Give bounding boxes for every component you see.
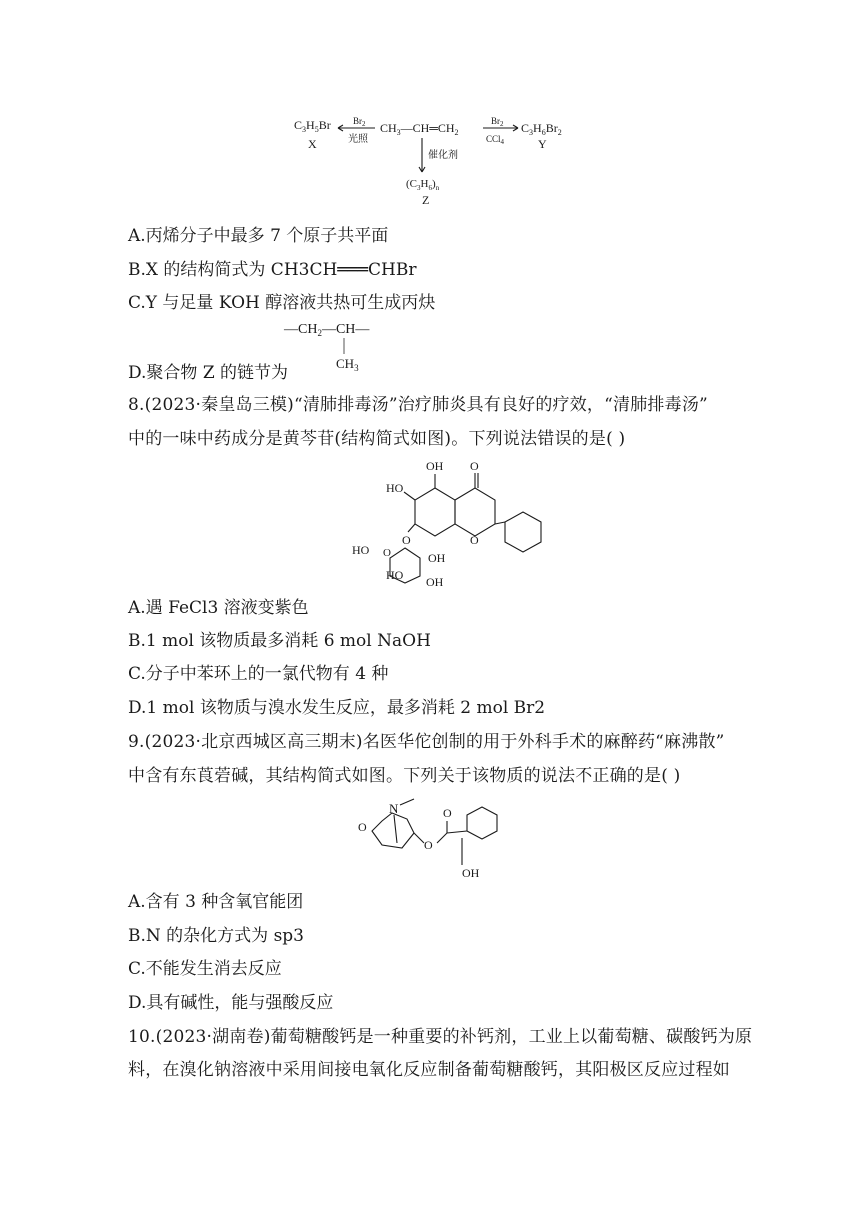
- q7-option-a: A.丙烯分子中最多 7 个原子共平面: [128, 226, 389, 246]
- br2-left-label: $Br_2$: [353, 116, 366, 128]
- svg-text:O: O: [402, 533, 411, 547]
- svg-text:HO: HO: [386, 481, 404, 495]
- svg-text:O: O: [443, 806, 452, 820]
- svg-text:HO: HO: [386, 568, 404, 582]
- catalyst-label: 催化剂: [428, 150, 458, 161]
- z-label: Z: [422, 193, 430, 207]
- x-formula: $C_3H_5Br$: [294, 118, 331, 134]
- svg-text:N: N: [389, 801, 399, 816]
- q9-option-a: A.含有 3 种含氧官能团: [128, 892, 304, 912]
- light-label: 光照: [348, 134, 368, 145]
- svg-text:O: O: [470, 459, 479, 473]
- polymer-repeat-unit: [282, 318, 402, 378]
- q9-option-d: D.具有碱性，能与强酸反应: [128, 993, 334, 1013]
- scopolamine-structure: [352, 793, 512, 888]
- svg-text:OH: OH: [426, 459, 444, 473]
- q10-line1: 10.(2023·湖南卷)葡萄糖酸钙是一种重要的补钙剂，工业上以葡萄糖、碳酸钙为原: [128, 1027, 753, 1047]
- svg-text:O: O: [358, 820, 367, 834]
- q10-line2: 料，在溴化钠溶液中采用间接电氧化反应制备葡萄糖酸钙，其阳极区反应过程如: [128, 1060, 730, 1080]
- q9-stem-line2: 中含有东莨菪碱，其结构简式如图。下列关于该物质的说法不正确的是( ): [128, 766, 681, 786]
- propene-formula: $CH_3—CH═CH_2$: [380, 121, 459, 137]
- br2-right-label: $Br_2$: [491, 116, 504, 128]
- svg-text:OH: OH: [428, 551, 446, 565]
- svg-text:CH3: $CH_3$: [336, 356, 359, 373]
- q8-stem-line2: 中的一味中药成分是黄芩苷(结构简式如图)。下列说法错误的是( ): [128, 429, 626, 449]
- svg-text:OH: OH: [462, 866, 480, 880]
- x-label: X: [308, 137, 317, 151]
- q8-option-d: D.1 mol 该物质与溴水发生反应，最多消耗 2 mol Br2: [128, 698, 546, 718]
- q7-option-d: D.聚合物 Z 的链节为: [128, 363, 289, 383]
- y-label: Y: [538, 137, 547, 151]
- ccl4-label: CCl$_4$: [486, 134, 505, 146]
- q8-option-b: B.1 mol 该物质最多消耗 6 mol NaOH: [128, 631, 431, 651]
- q9-stem-line1: 9.(2023·北京西城区高三期末)名医华佗创制的用于外科手术的麻醉药“麻沸散”: [128, 732, 725, 752]
- q8-stem-line1: 8.(2023·秦皇岛三模)“清肺排毒汤”治疗肺炎具有良好的疗效，“清肺排毒汤”: [128, 395, 708, 415]
- baicalin-structure: [340, 458, 540, 589]
- q9-option-c: C.不能发生消去反应: [128, 959, 282, 979]
- q7-option-c: C.Y 与足量 KOH 醇溶液共热可生成丙炔: [128, 293, 436, 313]
- svg-text:—CH2—CH—: $—CH_2—CH—$: [284, 322, 370, 338]
- q8-option-c: C.分子中苯环上的一氯代物有 4 种: [128, 664, 389, 684]
- z-formula: $(C_3H_6)_n$: [406, 178, 440, 192]
- svg-text:O: O: [424, 838, 433, 852]
- q7-option-b: B.X 的结构简式为 CH3CH═══CHBr: [128, 260, 417, 280]
- svg-text:HO: HO: [352, 543, 370, 557]
- y-formula: $C_3H_6Br_2$: [521, 121, 562, 137]
- svg-text:O: O: [383, 547, 391, 559]
- q8-option-a: A.遇 FeCl3 溶液变紫色: [128, 598, 309, 618]
- q9-option-b: B.N 的杂化方式为 sp3: [128, 926, 305, 946]
- svg-text:OH: OH: [426, 575, 444, 589]
- reaction-scheme: [280, 112, 580, 212]
- svg-text:O: O: [470, 533, 479, 547]
